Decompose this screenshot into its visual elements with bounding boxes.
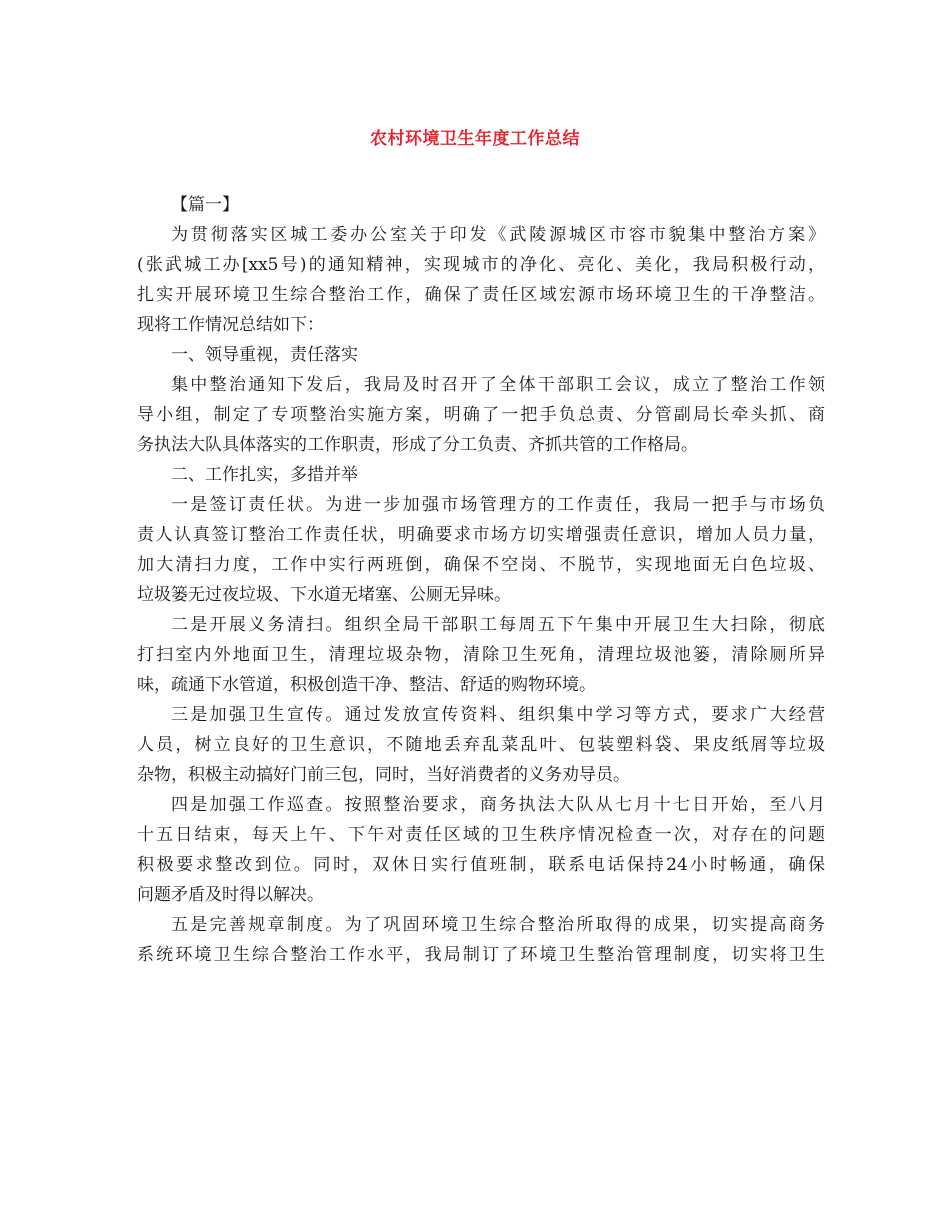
paragraph-line: 导小组，制定了专项整治实施方案，明确了一把手负总责、分管副局长牵头抓、商 bbox=[137, 405, 825, 425]
paragraph-line: 杂物，积极主动搞好门前三包，同时，当好消费者的义务劝导员。 bbox=[137, 765, 630, 785]
paragraph-line: 集中整治通知下发后，我局及时召开了全体干部职工会议，成立了整治工作领 bbox=[171, 375, 825, 395]
paragraph-line: 积极要求整改到位。同时，双休日实行值班制，联系电话保持24小时畅通，确保 bbox=[137, 855, 825, 875]
paragraph-line: 打扫室内外地面卫生，清理垃圾杂物，清除卫生死角，清理垃圾池篓，清除厕所异 bbox=[137, 645, 825, 665]
subheading: 一、领导重视，责任落实 bbox=[171, 345, 358, 365]
paragraph-line: 责人认真签订整治工作责任状，明确要求市场方切实增强责任意识，增加人员力量， bbox=[137, 525, 825, 545]
paragraph-line: 为贯彻落实区城工委办公室关于印发《武陵源城区市容市貌集中整治方案》 bbox=[171, 225, 825, 245]
paragraph-line: 十五日结束，每天上午、下午对责任区域的卫生秩序情况检查一次，对存在的问题 bbox=[137, 825, 825, 845]
section-heading: 【篇一】 bbox=[171, 195, 239, 215]
paragraph-line: 五是完善规章制度。为了巩固环境卫生综合整治所取得的成果，切实提高商务 bbox=[171, 915, 825, 935]
paragraph-line: 现将工作情况总结如下： bbox=[137, 315, 324, 335]
paragraph-line: 一是签订责任状。为进一步加强市场管理方的工作责任，我局一把手与市场负 bbox=[171, 495, 825, 515]
paragraph-line: (张武城工办[xx5号)的通知精神，实现城市的净化、亮化、美化，我局积极行动， bbox=[137, 255, 825, 275]
subheading: 二、工作扎实，多措并举 bbox=[171, 465, 358, 485]
paragraph-line: 加大清扫力度，工作中实行两班倒，确保不空岗、不脱节，实现地面无白色垃圾、 bbox=[137, 555, 825, 575]
paragraph-line: 垃圾篓无过夜垃圾、下水道无堵塞、公厕无异味。 bbox=[137, 585, 511, 605]
paragraph-line: 人员，树立良好的卫生意识，不随地丢弃乱菜乱叶、包装塑料袋、果皮纸屑等垃圾 bbox=[137, 735, 825, 755]
paragraph-line: 问题矛盾及时得以解决。 bbox=[137, 885, 324, 905]
paragraph-line: 系统环境卫生综合整治工作水平，我局制订了环境卫生整治管理制度，切实将卫生 bbox=[137, 945, 825, 965]
document-body bbox=[137, 190, 825, 970]
paragraph-line: 四是加强工作巡查。按照整治要求，商务执法大队从七月十七日开始，至八月 bbox=[171, 795, 825, 815]
document-title: 农村环境卫生年度工作总结 bbox=[370, 129, 580, 149]
paragraph-line: 二是开展义务清扫。组织全局干部职工每周五下午集中开展卫生大扫除，彻底 bbox=[171, 615, 825, 635]
paragraph-line: 三是加强卫生宣传。通过发放宣传资料、组织集中学习等方式，要求广大经营 bbox=[171, 705, 825, 725]
paragraph-line: 扎实开展环境卫生综合整治工作，确保了责任区域宏源市场环境卫生的干净整洁。 bbox=[137, 285, 825, 305]
paragraph-line: 务执法大队具体落实的工作职责，形成了分工负责、齐抓共管的工作格局。 bbox=[137, 435, 698, 455]
paragraph-line: 味，疏通下水管道，积极创造干净、整洁、舒适的购物环境。 bbox=[137, 675, 596, 695]
